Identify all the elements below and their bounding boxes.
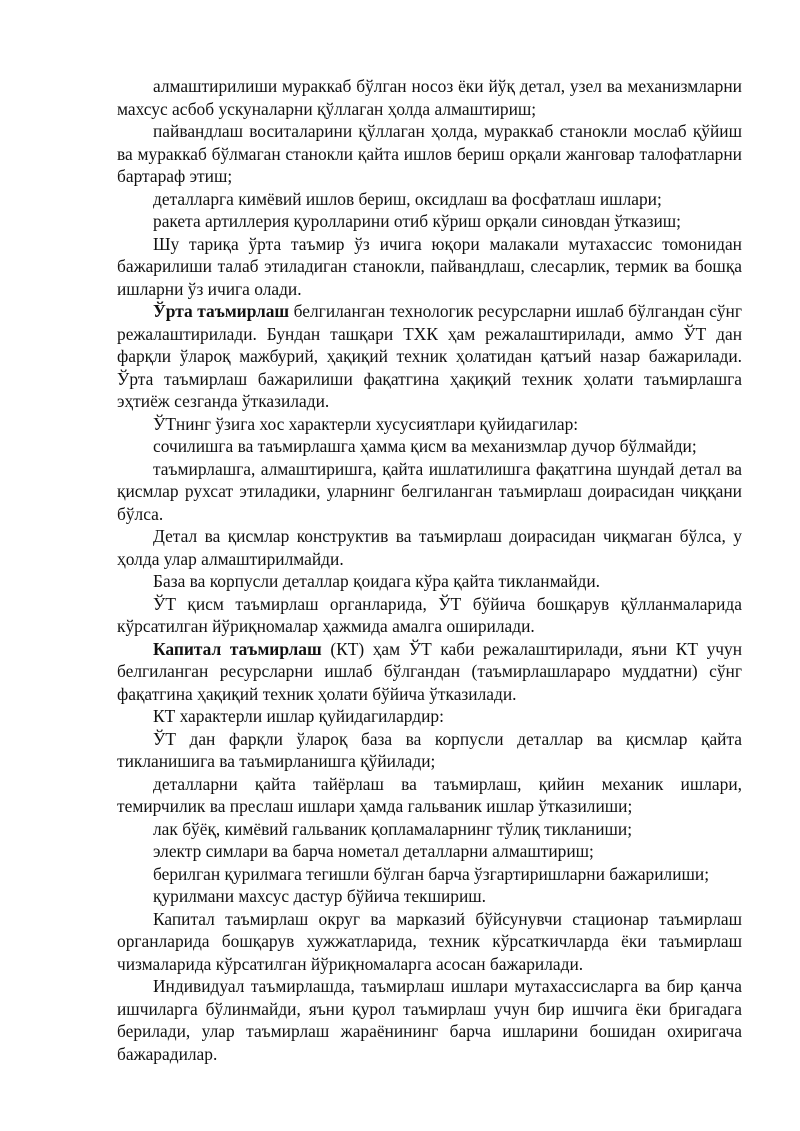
- paragraph: қурилмани махсус дастур бўйича текшириш.: [153, 886, 487, 906]
- paragraph: берилган қурилмага тегишли бўлган барча ўзгартиришларни бажарилиши;: [153, 863, 710, 884]
- paragraph: лак бўёқ, кимёвий гальваник қопламаларнинг тўлиқ тикланиши;: [153, 818, 633, 839]
- paragraph: Капитал таъмирлаш округ ва марказий бўйсунувчи стационар таъмирлаш органларида бошқарув хужжатларида, техник кўрсаткичларда ёки таъмирлаш чизмаларида кўрсатилган йўриқномаларга асосан бажарилади.: [117, 908, 742, 974]
- paragraph: сочилишга ва таъмирлашга ҳамма қисм ва механизмлар дучор бўлмайди;: [153, 436, 697, 456]
- paragraph: деталларни қайта тайёрлаш ва таъмирлаш, қийин механик ишлари, темирчилик ва преслаш ишлари ҳамда гальваник ишлар ўтказилиши;: [117, 773, 742, 816]
- paragraph: пайвандлаш воситаларини қўллаган ҳолда, мураккаб станокли мослаб қўйиш ва мураккаб бўлмаган станокли қайта ишлов бериш орқали жанговар талофатларни бартараф этиш;: [117, 121, 742, 186]
- paragraph: ЎТ қисм таъмирлаш органларида, ЎТ бўйича бошқарув қўлланмаларида кўрсатилган йўриқномалар ҳажмида амалга оширилади.: [117, 593, 742, 636]
- paragraph-capital-repair: Капитал таъмирлаш (КТ) ҳам ЎТ каби режалаштирилади, яъни КТ учун белгиланган ресурсларни ишлаб бўлгандан (таъмирлашлараро муддатни) сўнг фақатгина ҳақиқий техник ҳолати бўйича ўтказилади.: [117, 638, 743, 704]
- paragraph: таъмирлашга, алмаштиришга, қайта ишлатилишга фақатгина шундай детал ва қисмлар рухсат этиладики, уларнинг белгиланган таъмирлаш доирасидан чиққани бўлса.: [117, 458, 742, 524]
- paragraph: ЎТ дан фарқли ўлароқ база ва корпусли деталлар ва қисмлар қайта тикланишига ва таъмирланишга қўйилади;: [117, 728, 742, 771]
- bold-term: Капитал таъмирлаш: [153, 638, 322, 659]
- paragraph: ракета артиллерия қуролларини отиб кўриш орқали синовдан ўтказиш;: [153, 211, 682, 231]
- paragraph: КТ характерли ишлар қуйидагилардир:: [153, 706, 444, 726]
- bold-term: Ўрта таъмирлаш: [153, 301, 290, 321]
- paragraph: Индивидуал таъмирлашда, таъмирлаш ишлари мутахассисларга ва бир қанча ишчиларга бўлинмайди, яъни қурол таъмирлаш учун бир ишчига ёки бригадага берилади, улар таъмирлаш жараёнининг барча ишларини бошидан охиригача бажарадилар.: [117, 976, 742, 1064]
- paragraph: Шу тариқа ўрта таъмир ўз ичига юқори малакали мутахассис томонидан бажарилиши талаб этиладиган станокли, пайвандлаш, слесарлик, термик ва бошқа ишларни ўз ичига олади.: [117, 233, 742, 299]
- paragraph: Детал ва қисмлар конструктив ва таъмирлаш доирасидан чиқмаган бўлса, у ҳолда улар алмаштирилмайди.: [117, 526, 742, 569]
- paragraph: алмаштирилиши мураккаб бўлган носоз ёки йўқ детал, узел ва механизмларни махсус асбоб ускуналарни қўллаган ҳолда алмаштириш;: [117, 76, 742, 119]
- paragraph: ЎТнинг ўзига хос характерли хусусиятлари қуйидагилар:: [153, 413, 579, 434]
- document-page: [117, 75, 742, 1065]
- paragraph-medium-repair: Ўрта таъмирлаш белгиланган технологик ресурсларни ишлаб бўлгандан сўнг режалаштирилади. Бундан ташқари ТХК ҳам режалаштирилади, аммо ЎТ дан фарқли ўлароқ мажбурий, ҳақиқий техник ҳолатидан қатъий назар бажарилади. Ўрта таъмирлаш бажарилиши фақатгина ҳақиқий техник ҳолати таъмирлашга эҳтиёж сезганда ўтказилади.: [117, 301, 742, 411]
- paragraph: деталларга кимёвий ишлов бериш, оксидлаш ва фосфатлаш ишлари;: [153, 188, 662, 209]
- paragraph: электр симлари ва барча нометал деталларни алмаштириш;: [153, 841, 594, 861]
- paragraph: База ва корпусли деталлар қоидага кўра қайта тикланмайди.: [153, 571, 601, 591]
